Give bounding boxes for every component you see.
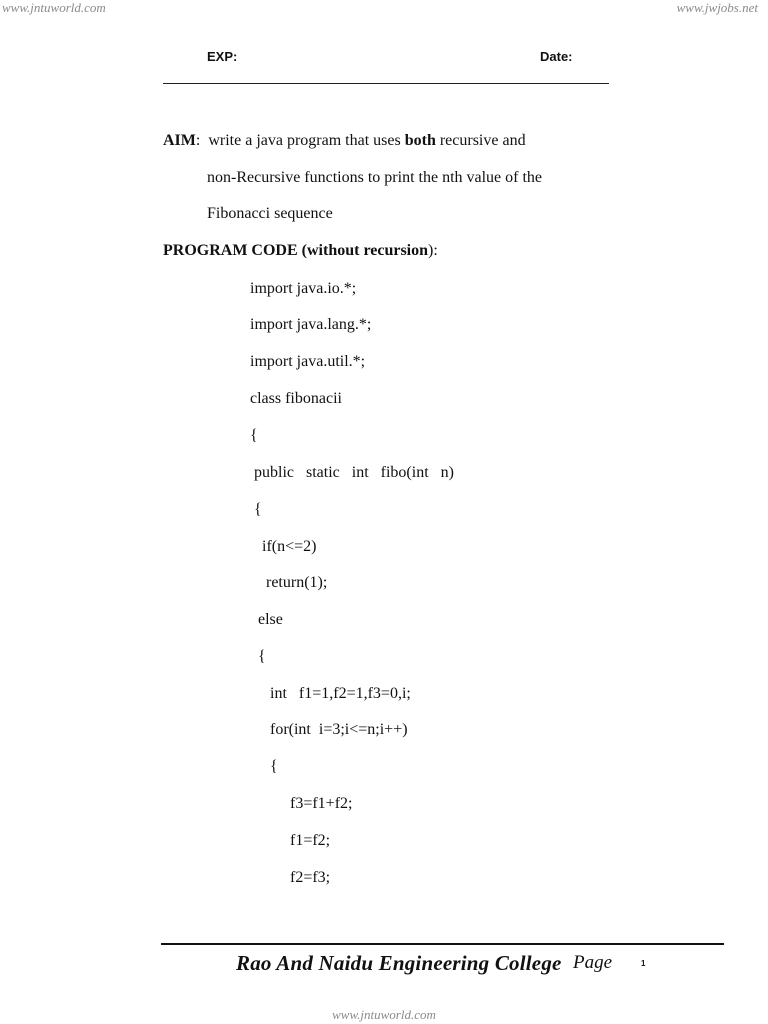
- code-line: return(1);: [250, 574, 328, 591]
- code-line: {: [250, 648, 266, 665]
- section-heading-bold: PROGRAM CODE (without recursion: [163, 242, 429, 259]
- code-line: else: [250, 611, 283, 628]
- aim-line-1: [163, 131, 526, 151]
- section-heading: [163, 241, 438, 261]
- aim-text-a: : write a java program that uses: [195, 132, 405, 149]
- exp-label: EXP:: [207, 49, 238, 64]
- header-rule: [163, 83, 609, 84]
- watermark-bottom: www.jntuworld.com: [332, 1007, 436, 1022]
- aim-line-3: Fibonacci sequence: [207, 205, 333, 222]
- page-number: 1: [641, 959, 646, 968]
- aim-label: AIM: [163, 132, 196, 149]
- footer-rule: [161, 943, 724, 945]
- college-name: Rao And Naidu Engineering College: [236, 951, 562, 975]
- code-line: import java.io.*;: [250, 280, 357, 297]
- code-line: f2=f3;: [250, 869, 331, 886]
- code-line: public static int fibo(int n): [250, 464, 454, 481]
- aim-bold-word: both: [404, 132, 436, 149]
- code-line: class fibonacii: [250, 390, 342, 407]
- code-line: {: [250, 427, 258, 444]
- aim-text-b: recursive and: [435, 132, 526, 149]
- code-line: f3=f1+f2;: [250, 795, 353, 812]
- code-line: f1=f2;: [250, 832, 331, 849]
- page-label: Page: [573, 952, 613, 973]
- code-line: for(int i=3;i<=n;i++): [250, 721, 408, 738]
- code-line: if(n<=2): [250, 538, 317, 555]
- watermark-top-left: www.jntuworld.com: [2, 0, 106, 15]
- code-line: {: [250, 758, 278, 775]
- code-line: import java.lang.*;: [250, 316, 372, 333]
- section-heading-tail: ):: [428, 242, 438, 259]
- date-label: Date:: [540, 49, 573, 64]
- aim-line-2: non-Recursive functions to print the nth value of the: [207, 169, 543, 186]
- watermark-top-right: www.jwjobs.net: [676, 0, 758, 15]
- code-line: {: [250, 501, 262, 518]
- code-line: import java.util.*;: [250, 353, 366, 370]
- code-line: int f1=1,f2=1,f3=0,i;: [250, 685, 411, 702]
